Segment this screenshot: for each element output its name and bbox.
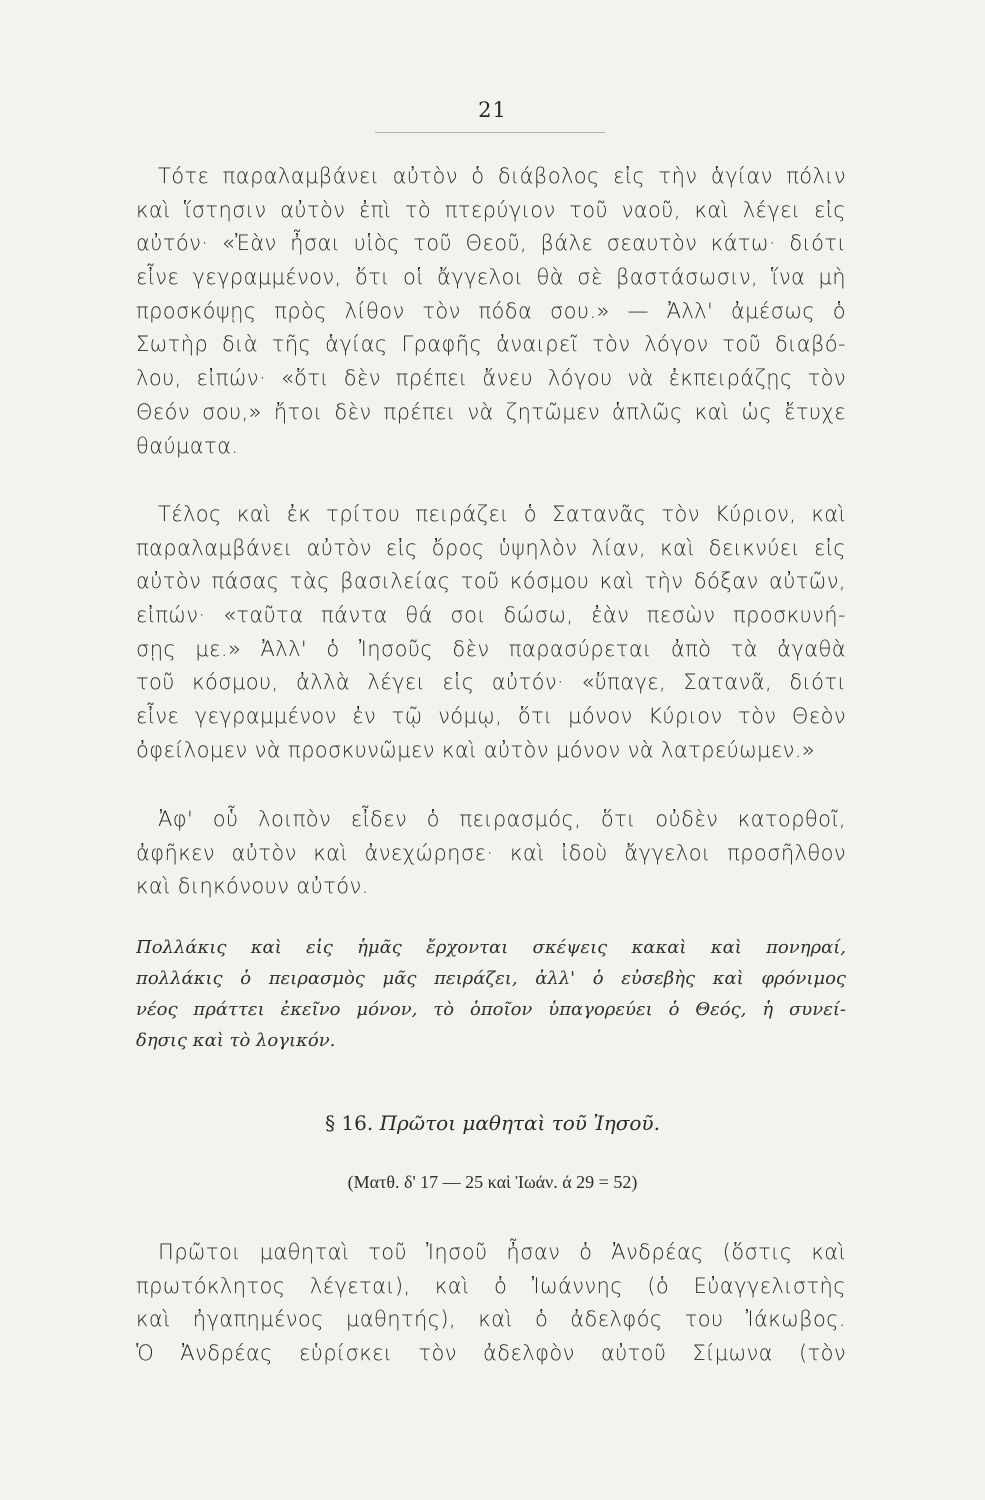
text-line: καὶ διηκόνουν αὐτόν. xyxy=(136,874,369,899)
note-line: Πολλάκις καὶ εἰς ἡμᾶς ἔρχονται σκέψεις κακαὶ καὶ πονηραί, xyxy=(136,937,846,958)
text-line: Πρῶτοι μαθηταὶ τοῦ Ἰησοῦ ἦσαν ὁ Ἀνδρέας (ὅστις καὶ xyxy=(158,1240,846,1264)
text-line: εἰπών· «ταῦτα πάντα θά σοι δώσω, ἐὰν πεσὼν προσκυνή- xyxy=(136,603,846,628)
text-line: Σωτὴρ διὰ τῆς ἁγίας Γραφῆς ἀναιρεῖ τὸν λόγον τοῦ διαβό- xyxy=(136,332,846,357)
text-line: Θεόν σου,» ἤτοι δὲν πρέπει νὰ ζητῶμεν ἁπλῶς καὶ ὡς ἔτυχε xyxy=(136,399,846,424)
text-line: αὐτὸν πάσας τὰς βασιλείας τοῦ κόσμου καὶ τὴν δόξαν αὐτῶν, xyxy=(136,569,846,594)
paragraph-first-disciples xyxy=(136,1236,846,1371)
text-line: θαύματα. xyxy=(136,433,239,458)
text-line: ἀφῆκεν αὐτὸν καὶ ἀνεχώρησε· καὶ ἰδοὺ ἄγγελοι προσῆλθον xyxy=(136,840,846,865)
text-line: παραλαμβάνει αὐτὸν εἰς ὄρος ὑψηλὸν λίαν, καὶ δεικνύει εἰς xyxy=(136,535,846,560)
text-line: τοῦ κόσμου, ἀλλὰ λέγει εἰς αὐτόν· «ὕπαγε, Σατανᾶ, διότι xyxy=(136,670,846,695)
section-number: § 16. xyxy=(325,1111,374,1135)
paragraph-temptation-temple xyxy=(136,160,846,463)
text-line: σῃς με.» Ἀλλ' ὁ Ἰησοῦς δὲν παρασύρεται ἀπὸ τὰ ἀγαθὰ xyxy=(136,636,846,661)
header-rule xyxy=(375,132,605,133)
note-line: πολλάκις ὁ πειρασμὸς μᾶς πειράζει, ἀλλ' ὁ εὐσεβὴς καὶ φρόνιμος xyxy=(136,968,846,989)
text-line: ὀφείλομεν νὰ προσκυνῶμεν καὶ αὐτὸν μόνον νὰ λατρεύωμεν.» xyxy=(136,737,816,762)
text-line: Ὁ Ἀνδρέας εὑρίσκει τὸν ἀδελφὸν αὐτοῦ Σίμωνα (τὸν xyxy=(136,1341,846,1366)
text-line: καὶ ἠγαπημένος μαθητής), καὶ ὁ ἀδελφός του Ἰάκωβος. xyxy=(136,1307,846,1332)
text-line: λου, εἰπών· «ὅτι δὲν πρέπει ἄνευ λόγου νὰ ἐκπειράζῃς τὸν xyxy=(136,366,846,391)
section-title: Πρῶτοι μαθηταὶ τοῦ Ἰησοῦ. xyxy=(379,1111,660,1135)
text-line: καὶ ἵστησιν αὐτὸν ἐπὶ τὸ πτερύγιον τοῦ ναοῦ, καὶ λέγει εἰς xyxy=(136,197,846,222)
text-line: Τότε παραλαμβάνει αὐτὸν ὁ διάβολος εἰς τὴν ἁγίαν πόλιν xyxy=(158,164,846,188)
text-line: Τέλος καὶ ἐκ τρίτου πειράζει ὁ Σατανᾶς τὸν Κύριον, καὶ xyxy=(158,502,846,526)
text-line: αὐτόν· «Ἐὰν ἦσαι υἱὸς τοῦ Θεοῦ, βάλε σεαυτὸν κάτω· διότι xyxy=(136,231,846,256)
scripture-reference: (Ματθ. δ' 17 — 25 καὶ Ἰωάν. ά 29 = 52) xyxy=(347,1172,638,1192)
note-line: δησις καὶ τὸ λογικόν. xyxy=(136,1030,336,1051)
section-heading xyxy=(0,1111,985,1135)
text-line: εἶνε γεγραμμένον, ὅτι οἱ ἄγγελοι θὰ σὲ βαστάσωσιν, ἵνα μὴ xyxy=(136,265,846,290)
page-number: 21 xyxy=(478,98,507,122)
paragraph-temptation-mountain xyxy=(136,498,846,768)
text-line: πρωτόκλητος λέγεται), καὶ ὁ Ἰωάννης (ὁ Εὐαγγελιστὴς xyxy=(136,1273,846,1298)
text-line: εἶνε γεγραμμένον ἐν τῷ νόμῳ, ὅτι μόνον Κύριον τὸν Θεὸν xyxy=(136,704,846,729)
moral-note xyxy=(136,932,846,1056)
text-line: προσκόψῃς πρὸς λίθον τὸν πόδα σου.» — Ἀλλ' ἀμέσως ὁ xyxy=(136,298,846,323)
text-line: Ἀφ' οὗ λοιπὸν εἶδεν ὁ πειρασμός, ὅτι οὐδὲν κατορθοῖ, xyxy=(158,807,846,831)
paragraph-departure xyxy=(136,803,846,904)
note-line: νέος πράττει ἐκεῖνο μόνον, τὸ ὁποῖον ὑπαγορεύει ὁ Θεός, ἡ συνεί- xyxy=(136,999,846,1020)
